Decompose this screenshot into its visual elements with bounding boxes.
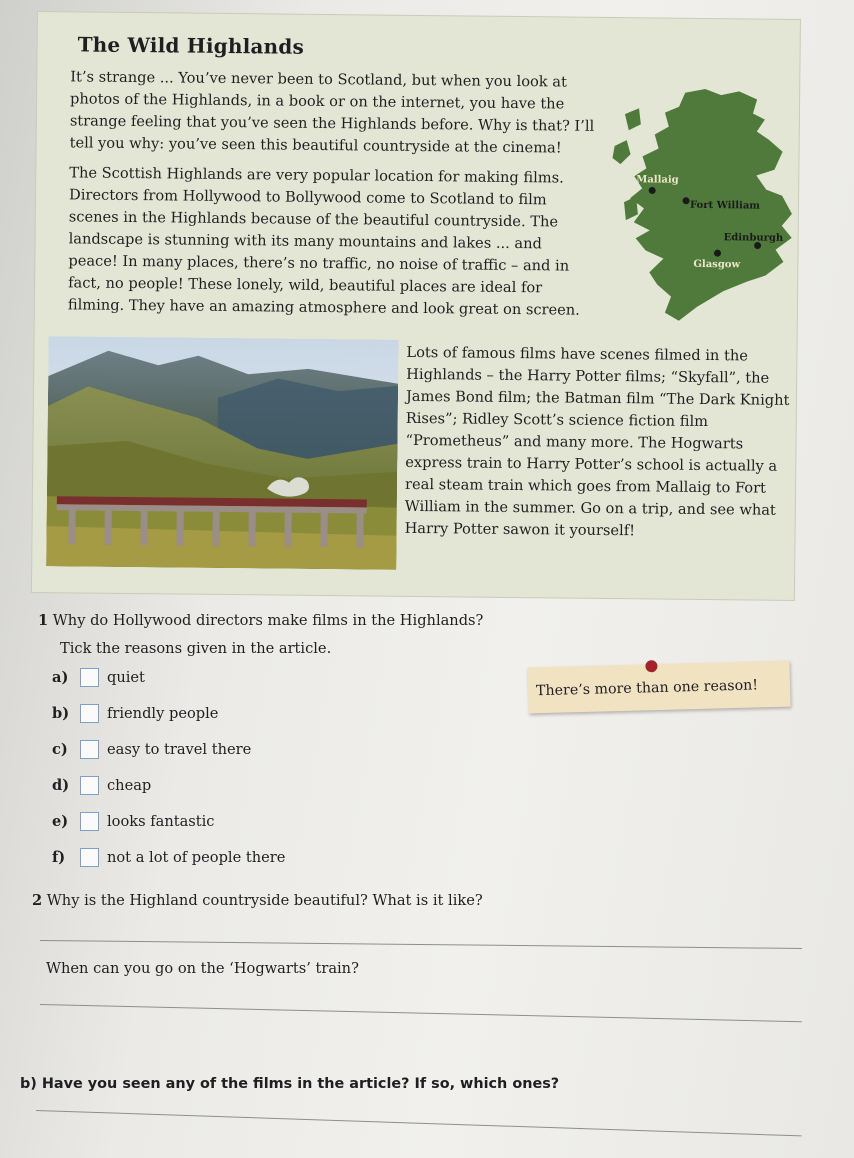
option-f [52, 848, 285, 867]
question-1-number: 1 [38, 612, 49, 629]
option-text: cheap [107, 777, 152, 794]
option-text: quiet [107, 669, 145, 686]
article-paragraph-3: Lots of famous films have scenes filmed in the Highlands – the Harry Potter films; “Skyfall”, the James Bond film; the Batman film “The Dark Knight Rises”; Ridley Scott’s science fiction film “Prometheus” and many more. The Hogwarts express train to Harry Potter’s school is actually a real steam train which goes from Mallaig to Fort William in the summer. Go on a trip, and see what Harry Potter sawon it yourself! [404, 343, 790, 540]
article-paragraph-1: It’s strange ... You’ve never been to Scotland, but when you look at photos of the Highlands, in a book or on the internet, you have the strange feeling that you’ve seen the Highlands before. Why is that? I’ll tell you why: you’ve seen this beautiful countryside at the cinema! [69, 68, 595, 157]
option-letter: d) [52, 777, 70, 794]
option-d [52, 776, 151, 795]
island-west [612, 140, 630, 164]
island-south [624, 196, 638, 220]
option-letter: c) [52, 741, 68, 758]
option-a [52, 668, 145, 687]
map-label-edinburgh: Edinburgh [723, 232, 784, 244]
option-text: friendly people [107, 705, 219, 722]
question-2 [32, 892, 483, 909]
option-text: easy to travel there [107, 741, 252, 758]
option-b [52, 704, 218, 723]
map-label-glasgow: Glasgow [693, 258, 741, 271]
option-text: not a lot of people there [107, 849, 286, 866]
question-1 [38, 612, 483, 629]
question-b: b) Have you seen any of the films in the article? If so, which ones? [20, 1076, 560, 1092]
tick-box-d[interactable] [80, 776, 99, 795]
island-northwest [625, 108, 641, 130]
pin-icon [645, 660, 657, 672]
tick-box-f[interactable] [80, 848, 99, 867]
article-panel [32, 12, 800, 600]
question-1-text: Why do Hollywood directors make films in the Highlands? [52, 612, 484, 629]
map-label-fort-william: Fort William [689, 199, 760, 212]
option-letter: f) [52, 849, 66, 866]
scotland-map [605, 84, 798, 326]
option-c [52, 740, 251, 759]
option-e [52, 812, 214, 831]
option-letter: a) [52, 669, 69, 686]
option-text: looks fantastic [107, 813, 215, 830]
question-2-number: 2 [32, 892, 43, 909]
highlands-photo [46, 336, 398, 570]
question-2-follow-up: When can you go on the ‘Hogwarts’ train? [46, 960, 359, 977]
option-letter: e) [52, 813, 69, 830]
tick-box-c[interactable] [80, 740, 99, 759]
show-through-text [290, 748, 810, 798]
option-letter: b) [52, 705, 70, 722]
scotland-map-graphic [605, 84, 798, 326]
hint-note [527, 661, 790, 714]
question-2-text: Why is the Highland countryside beautiful? What is it like? [46, 892, 483, 909]
tick-box-a[interactable] [80, 668, 99, 687]
tick-box-b[interactable] [80, 704, 99, 723]
tick-box-e[interactable] [80, 812, 99, 831]
question-1-instruction: Tick the reasons given in the article. [60, 640, 332, 657]
hint-note-text: There’s more than one reason! [535, 677, 759, 700]
map-label-mallaig: Mallaig [636, 174, 679, 186]
glenfinnan-viaduct-image [46, 336, 398, 570]
article-title: The Wild Highlands [77, 32, 305, 59]
article-paragraph-2: The Scottish Highlands are very popular location for making films. Directors from Hollywood to Bollywood come to Scotland to film scenes in the Highlands because of the beautiful countryside. The landscape is stunning with its many mountains and lakes ... and peace! In many places, there’s no traffic, no noise of traffic – and in fact, no people! These lonely, wild, beautiful places are ideal for filming. They have an amazing atmosphere and look great on screen. [67, 164, 580, 319]
